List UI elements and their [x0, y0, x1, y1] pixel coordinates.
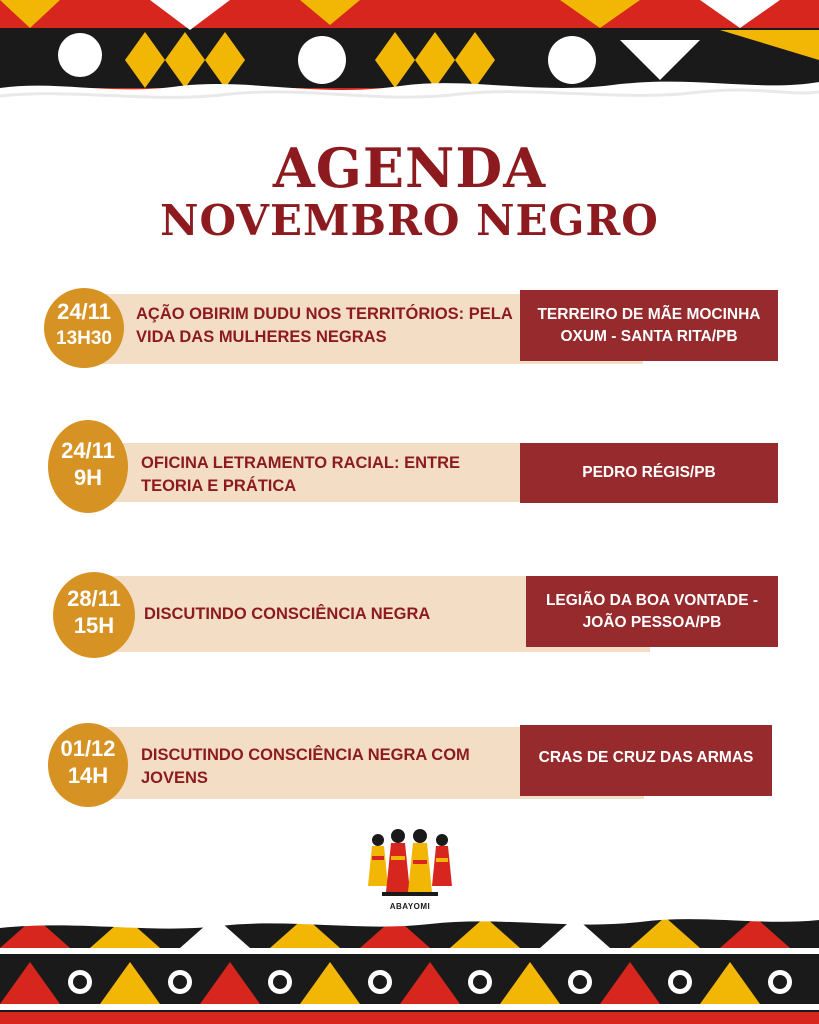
event-date: 28/11: [67, 586, 121, 611]
page-title: AGENDA: [272, 136, 547, 200]
event-date: 01/12: [60, 736, 116, 761]
event-location: CRAS DE CRUZ DAS ARMAS: [520, 725, 772, 796]
event-date: 24/11: [61, 438, 115, 463]
event-date-badge: [44, 288, 124, 368]
abayomi-logo-icon: [364, 826, 456, 912]
event-date-badge: [53, 572, 135, 658]
event-time: 13H30: [56, 328, 112, 349]
logo-label: ABAYOMI: [389, 902, 431, 911]
event-title: OFICINA LETRAMENTO RACIAL: ENTRE TEORIA E PRÁTICA: [141, 454, 460, 495]
page-subtitle: NOVEMBRO NEGRO: [160, 196, 659, 245]
event-title: AÇÃO OBIRIM DUDU NOS TERRITÓRIOS: PELA VIDA DAS MULHERES NEGRAS: [136, 305, 513, 346]
top-pattern-border: [0, 0, 819, 110]
event-title: DISCUTINDO CONSCIÊNCIA NEGRA COM JOVENS: [141, 746, 470, 787]
event-time: 9H: [73, 465, 103, 490]
event-time: 14H: [67, 763, 109, 788]
bottom-pattern-border: [0, 912, 819, 1024]
event-location: PEDRO RÉGIS/PB: [520, 443, 778, 503]
event-date-badge: [48, 723, 128, 807]
event-time: 15H: [73, 613, 115, 638]
event-date-badge: [48, 420, 128, 513]
event-location: TERREIRO DE MÃE MOCINHA OXUM - SANTA RITA/PB: [520, 290, 778, 361]
event-location: LEGIÃO DA BOA VONTADE - JOÃO PESSOA/PB: [526, 576, 778, 647]
event-date: 24/11: [57, 299, 111, 324]
event-title: DISCUTINDO CONSCIÊNCIA NEGRA: [144, 605, 431, 623]
